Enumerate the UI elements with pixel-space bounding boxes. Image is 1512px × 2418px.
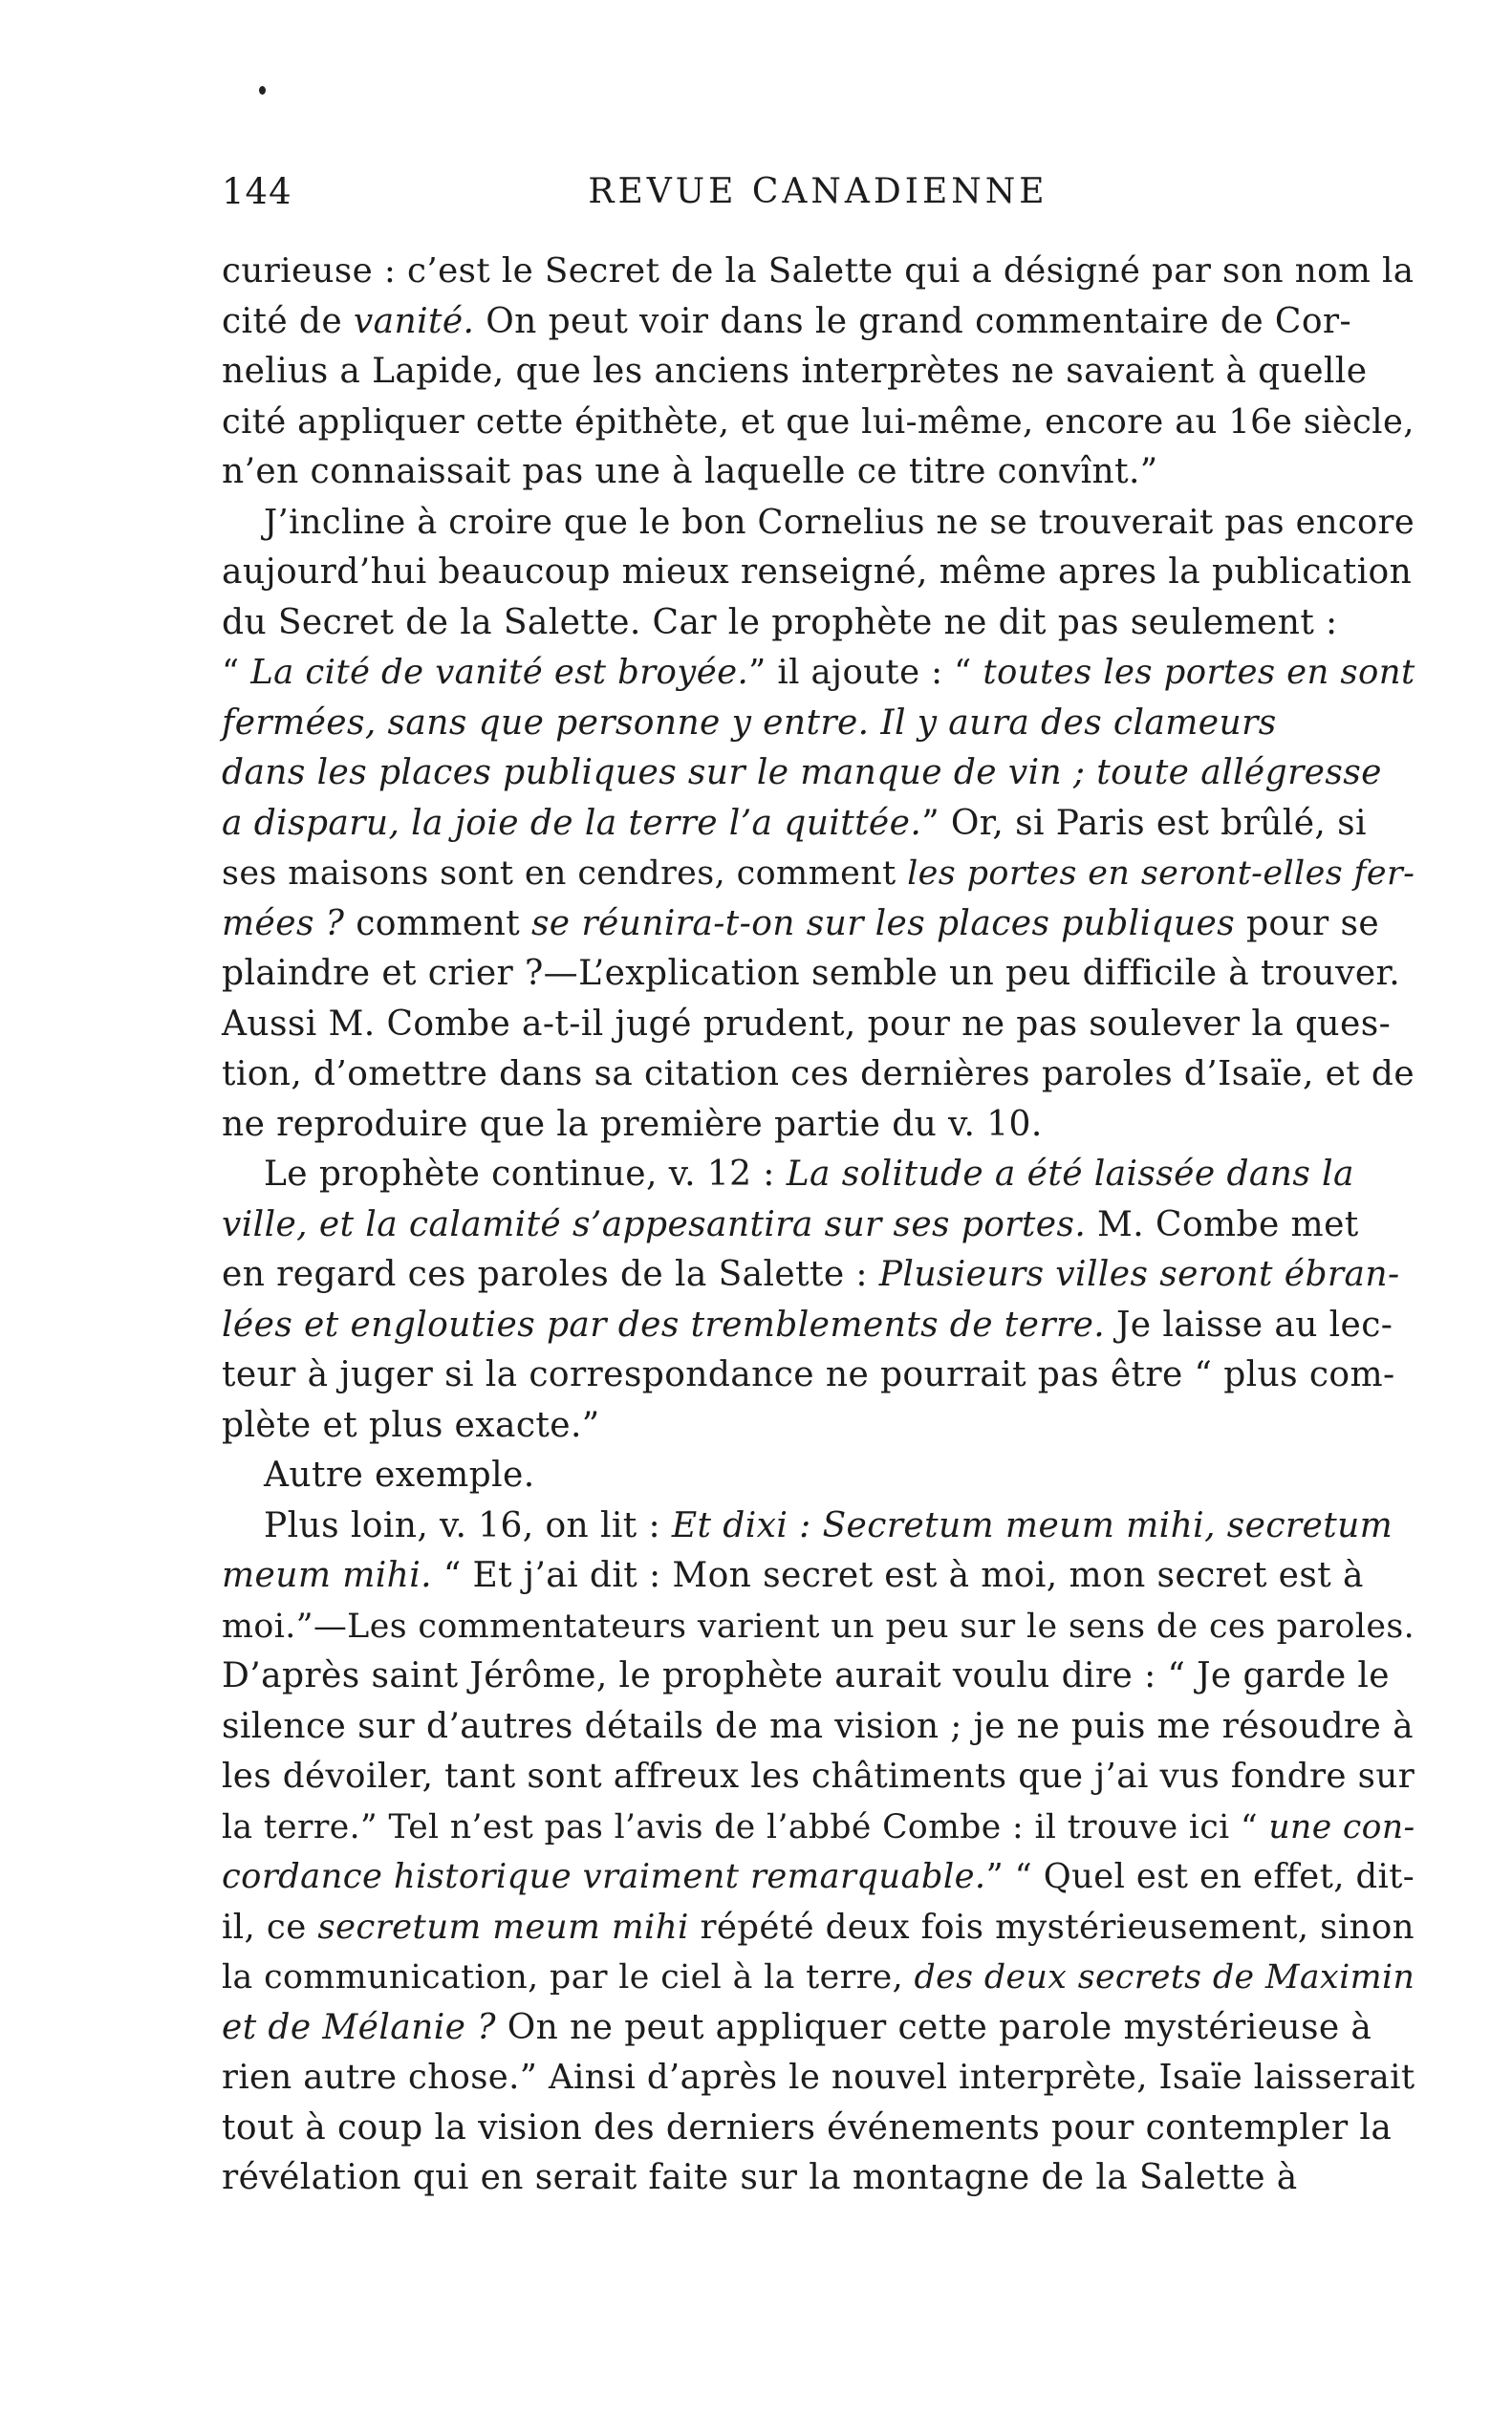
text-run: Le prophète continue, v. 12 : <box>264 1155 787 1194</box>
text-line <box>222 1301 1415 1351</box>
text-line <box>222 1401 1415 1452</box>
italic-text: La solitude a été laissée dans la <box>786 1155 1354 1194</box>
text-run: “ Et j’ai dit : Mon secret est à moi, mon secret est à <box>432 1556 1364 1595</box>
text-run: ” Or, si Paris est brûlé, si <box>921 803 1367 843</box>
text-line <box>222 1100 1415 1151</box>
text-line <box>222 1702 1415 1753</box>
text-line <box>222 1000 1415 1050</box>
text-line <box>222 598 1415 649</box>
text-line <box>222 1903 1415 1954</box>
italic-text: meum mihi. <box>222 1556 432 1595</box>
italic-text: des deux secrets de Maximin <box>914 1958 1415 1997</box>
italic-text: se réunira-t-on sur les places publiques <box>530 903 1236 943</box>
text-line <box>222 1451 1415 1501</box>
italic-text: ville, et la calamité s’appesantira sur ses portes. <box>222 1204 1087 1244</box>
text-line <box>222 1602 1415 1652</box>
text-line <box>222 2003 1415 2054</box>
text-run: On peut voir dans le grand commentaire de Cor- <box>474 301 1352 341</box>
text-run: ” il ajoute : “ <box>748 653 983 692</box>
text-line <box>222 2153 1415 2204</box>
ink-speck <box>259 86 266 95</box>
text-line <box>222 648 1415 699</box>
body-text <box>222 247 1415 2204</box>
text-run: D’après saint Jérôme, le prophète aurait voulu dire : “ Je garde le <box>222 1656 1391 1695</box>
text-run: moi.”—Les commentateurs varient un peu sur le sens de ces paroles. <box>222 1607 1415 1646</box>
italic-text: a disparu, la joie de la terre l’a quittée. <box>222 803 922 843</box>
text-run: On ne peut appliquer cette parole mystérieuse à <box>495 2007 1372 2047</box>
text-line <box>222 1250 1415 1301</box>
text-line <box>222 1501 1415 1552</box>
text-line <box>222 1852 1415 1903</box>
text-line <box>222 799 1415 850</box>
text-line <box>222 1803 1415 1853</box>
text-run: M. Combe met <box>1086 1204 1359 1244</box>
text-run: pour se <box>1235 903 1380 943</box>
italic-text: et de Mélanie ? <box>222 2007 496 2047</box>
text-run: ” “ Quel est en effet, dit- <box>985 1857 1415 1896</box>
text-line <box>222 447 1415 498</box>
text-run: tout à coup la vision des derniers événements pour contempler la <box>222 2107 1393 2148</box>
text-run: cité appliquer cette épithète, et que lui-même, encore au 16e siècle, <box>222 401 1415 442</box>
text-run: la terre.” Tel n’est pas l’avis de l’abbé Combe : il trouve ici “ <box>222 1807 1269 1846</box>
text-run: du Secret de la Salette. Car le prophète ne dit pas seulement : <box>222 602 1338 642</box>
text-run: n’en connaissait pas une à laquelle ce titre convînt.” <box>222 452 1158 491</box>
text-run: comment <box>344 903 531 943</box>
text-run: ses maisons sont en cendres, comment <box>222 854 908 893</box>
text-run: en regard ces paroles de la Salette : <box>222 1255 879 1294</box>
text-line <box>222 1752 1415 1803</box>
text-run: révélation qui en serait faite sur la montagne de la Salette à <box>222 2158 1298 2197</box>
text-line <box>222 398 1415 448</box>
text-run: il, ce <box>222 1907 318 1947</box>
text-run: plaindre et crier ?—L’explication semble un peu difficile à trouver. <box>222 954 1401 993</box>
text-line <box>222 849 1415 899</box>
italic-text: mées ? <box>222 903 345 943</box>
text-line <box>222 297 1415 348</box>
text-line <box>222 498 1415 549</box>
text-run: J’incline à croire que le bon Cornelius ne se trouverait pas encore <box>264 502 1415 542</box>
text-line <box>222 1350 1415 1401</box>
text-run: plète et plus exacte.” <box>222 1405 600 1445</box>
text-line <box>222 748 1415 799</box>
text-line <box>222 247 1415 297</box>
text-line <box>222 548 1415 598</box>
text-line <box>222 1049 1415 1100</box>
text-line <box>222 2053 1415 2104</box>
italic-text: Et dixi : Secretum meum mihi, secretum <box>671 1505 1393 1545</box>
text-run: ne reproduire que la première partie du v. 10. <box>222 1104 1043 1144</box>
running-title: REVUE CANADIENNE <box>588 172 1048 211</box>
text-run: Plus loin, v. 16, on lit : <box>264 1505 672 1545</box>
text-line <box>222 1551 1415 1602</box>
text-run: teur à juger si la correspondance ne pourrait pas être “ plus com- <box>222 1355 1395 1394</box>
italic-text: dans les places publiques sur le manque de vin ; toute allégresse <box>222 753 1382 792</box>
text-run: tion, d’omettre dans sa citation ces dernières paroles d’Isaïe, et de <box>222 1054 1415 1093</box>
text-run: rien autre chose.” Ainsi d’après le nouvel interprète, Isaïe laisserait <box>222 2058 1415 2097</box>
text-line <box>222 699 1415 749</box>
italic-text: Plusieurs villes seront ébran- <box>878 1255 1400 1294</box>
text-run: curieuse : c’est le Secret de la Salette qui a désigné par son nom la <box>222 251 1415 291</box>
text-run: nelius a Lapide, que les anciens interprètes ne savaient à quelle <box>222 352 1368 391</box>
page-number: 144 <box>222 171 292 212</box>
text-run: cité de <box>222 301 354 341</box>
text-line <box>222 949 1415 1000</box>
italic-text: La cité de vanité est broyée. <box>250 653 749 692</box>
text-line <box>222 1200 1415 1251</box>
text-run: aujourd’hui beaucoup mieux renseigné, même apres la publication <box>222 552 1413 592</box>
italic-text: lées et englouties par des tremblements de terre. <box>222 1305 1106 1345</box>
page-header <box>222 168 1415 222</box>
italic-text: vanité. <box>353 301 475 341</box>
text-run: les dévoiler, tant sont affreux les châtiments que j’ai vus fondre sur <box>222 1757 1415 1796</box>
text-run: répété deux fois mystérieusement, sinon <box>688 1907 1415 1947</box>
text-run: Aussi M. Combe a-t-il jugé prudent, pour ne pas soulever la ques- <box>222 1004 1392 1044</box>
text-line <box>222 347 1415 398</box>
text-line <box>222 1953 1415 2003</box>
text-line <box>222 2104 1415 2154</box>
text-run: la communication, par le ciel à la terre, <box>222 1958 915 1997</box>
italic-text: cordance historique vraiment remarquable. <box>222 1857 986 1896</box>
text-run: Autre exemple. <box>264 1456 535 1495</box>
italic-text: secretum meum mihi <box>317 1907 689 1947</box>
text-run: silence sur d’autres détails de ma vision ; je ne puis me résoudre à <box>222 1706 1414 1746</box>
italic-text: les portes en seront-elles fer- <box>907 854 1415 893</box>
text-run: “ <box>222 653 251 692</box>
text-line <box>222 1150 1415 1200</box>
text-line <box>222 1652 1415 1702</box>
text-line <box>222 899 1415 950</box>
italic-text: toutes les portes en sont <box>983 653 1415 692</box>
italic-text: fermées, sans que personne y entre. Il y aura des clameurs <box>222 702 1277 743</box>
italic-text: une con- <box>1268 1807 1415 1846</box>
text-run: Je laisse au lec- <box>1105 1305 1393 1345</box>
